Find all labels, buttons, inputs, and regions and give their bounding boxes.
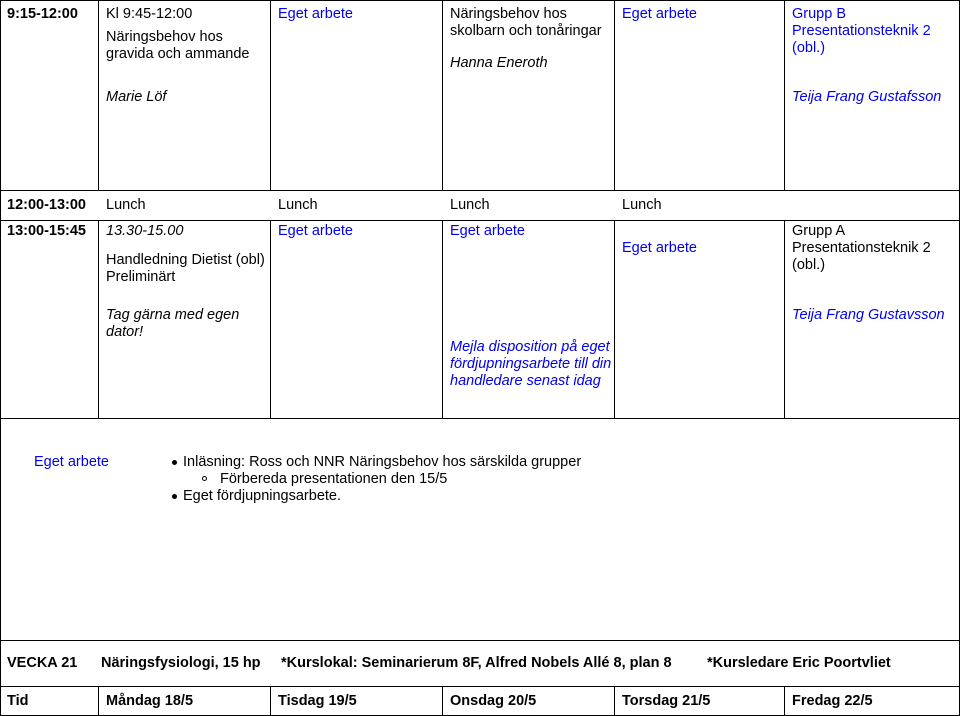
- friday-morning-title: Presentationsteknik 2: [792, 23, 931, 39]
- grid-line: [784, 0, 785, 190]
- grid-line: [0, 640, 960, 641]
- monday-afternoon-title: Handledning Dietist (obl): [106, 252, 265, 268]
- friday-morning-teacher: Teija Frang Gustafsson: [792, 89, 942, 105]
- friday-morning-obligatory: (obl.): [792, 40, 826, 56]
- friday-afternoon-session: [792, 223, 931, 274]
- grid-line: [442, 220, 443, 418]
- wednesday-morning-title-1: Näringsbehov hos: [450, 6, 567, 22]
- monday-lunch: Lunch: [106, 197, 146, 213]
- grid-line: [0, 686, 960, 687]
- wednesday-morning-session: [450, 6, 602, 40]
- monday-morning-title-1: Näringsbehov hos: [106, 29, 223, 45]
- list-item-text: Förbereda presentationen den 15/5: [220, 471, 448, 487]
- grid-line: [0, 190, 960, 191]
- friday-afternoon-obligatory: (obl.): [792, 257, 826, 273]
- wednesday-lunch: Lunch: [450, 197, 490, 213]
- thursday-lunch: Lunch: [622, 197, 662, 213]
- course-leader: *Kursledare Eric Poortvliet: [707, 655, 891, 671]
- course-label: Näringsfysiologi, 15 hp: [101, 655, 261, 671]
- monday-afternoon-status: Preliminärt: [106, 269, 176, 285]
- list-item: [172, 471, 872, 488]
- grid-line: [442, 686, 443, 716]
- list-item: [172, 454, 872, 471]
- monday-morning-time: Kl 9:45-12:00: [106, 6, 193, 22]
- grid-line: [0, 0, 960, 1]
- header-wednesday: Onsdag 20/5: [450, 693, 537, 709]
- time-morning: 9:15-12:00: [7, 6, 78, 22]
- grid-line: [442, 0, 443, 190]
- tuesday-morning-session: Eget arbete: [278, 6, 353, 22]
- friday-afternoon-group: Grupp A: [792, 223, 846, 239]
- grid-line: [614, 686, 615, 716]
- wednesday-afternoon-note-1: Mejla disposition på eget: [450, 339, 610, 355]
- wednesday-morning-teacher: Hanna Eneroth: [450, 55, 548, 71]
- grid-line: [0, 0, 1, 716]
- header-time: Tid: [7, 693, 29, 709]
- wednesday-afternoon-note-2: fördjupningsarbete till din: [450, 356, 612, 372]
- course-room: *Kurslokal: Seminarierum 8F, Alfred Nobels Allé 8, plan 8: [281, 655, 672, 671]
- bullet-icon: [172, 460, 177, 465]
- thursday-afternoon-session: Eget arbete: [622, 240, 697, 256]
- header-tuesday: Tisdag 19/5: [278, 693, 357, 709]
- list-item-text: Inläsning: Ross och NNR Näringsbehov hos särskilda grupper: [183, 454, 582, 470]
- monday-afternoon-note: [106, 307, 239, 341]
- monday-morning-session: [106, 6, 249, 63]
- header-friday: Fredag 22/5: [792, 693, 873, 709]
- list-item-text: Eget fördjupningsarbete.: [183, 488, 341, 504]
- grid-line: [270, 686, 271, 716]
- friday-morning-group: Grupp B: [792, 6, 846, 22]
- bullet-icon: [172, 494, 177, 499]
- monday-afternoon-session: [106, 223, 265, 286]
- grid-line: [614, 0, 615, 190]
- grid-line: [614, 220, 615, 418]
- header-thursday: Torsdag 21/5: [622, 693, 711, 709]
- grid-line: [0, 418, 960, 419]
- time-lunch: 12:00-13:00: [7, 197, 86, 213]
- grid-line: [98, 220, 99, 418]
- grid-line: [270, 0, 271, 190]
- tuesday-lunch: Lunch: [278, 197, 318, 213]
- thursday-morning-session: Eget arbete: [622, 6, 697, 22]
- self-study-list: [172, 454, 872, 505]
- grid-line: [270, 220, 271, 418]
- friday-morning-session: [792, 6, 931, 57]
- grid-line: [784, 220, 785, 418]
- monday-morning-teacher: Marie Löf: [106, 89, 167, 105]
- header-monday: Måndag 18/5: [106, 693, 194, 709]
- grid-line: [0, 220, 960, 221]
- time-afternoon: 13:00-15:45: [7, 223, 86, 239]
- wednesday-afternoon-note: [450, 339, 611, 390]
- monday-afternoon-time: 13.30-15.00: [106, 223, 184, 239]
- monday-afternoon-note-1: Tag gärna med egen: [106, 307, 240, 323]
- bullet-icon: [202, 476, 207, 481]
- grid-line: [98, 0, 99, 190]
- wednesday-morning-title-2: skolbarn och tonåringar: [450, 23, 602, 39]
- wednesday-afternoon-note-3: handledare senast idag: [450, 373, 601, 389]
- grid-line: [784, 686, 785, 716]
- friday-afternoon-teacher: Teija Frang Gustavsson: [792, 307, 945, 323]
- friday-afternoon-title: Presentationsteknik 2: [792, 240, 931, 256]
- monday-afternoon-note-2: dator!: [106, 324, 144, 340]
- self-study-label: Eget arbete: [34, 454, 109, 470]
- list-item: [172, 488, 872, 505]
- wednesday-afternoon-session: Eget arbete: [450, 223, 525, 239]
- week-label: VECKA 21: [7, 655, 78, 671]
- monday-morning-title-2: gravida och ammande: [106, 46, 250, 62]
- grid-line: [98, 686, 99, 716]
- tuesday-afternoon-session: Eget arbete: [278, 223, 353, 239]
